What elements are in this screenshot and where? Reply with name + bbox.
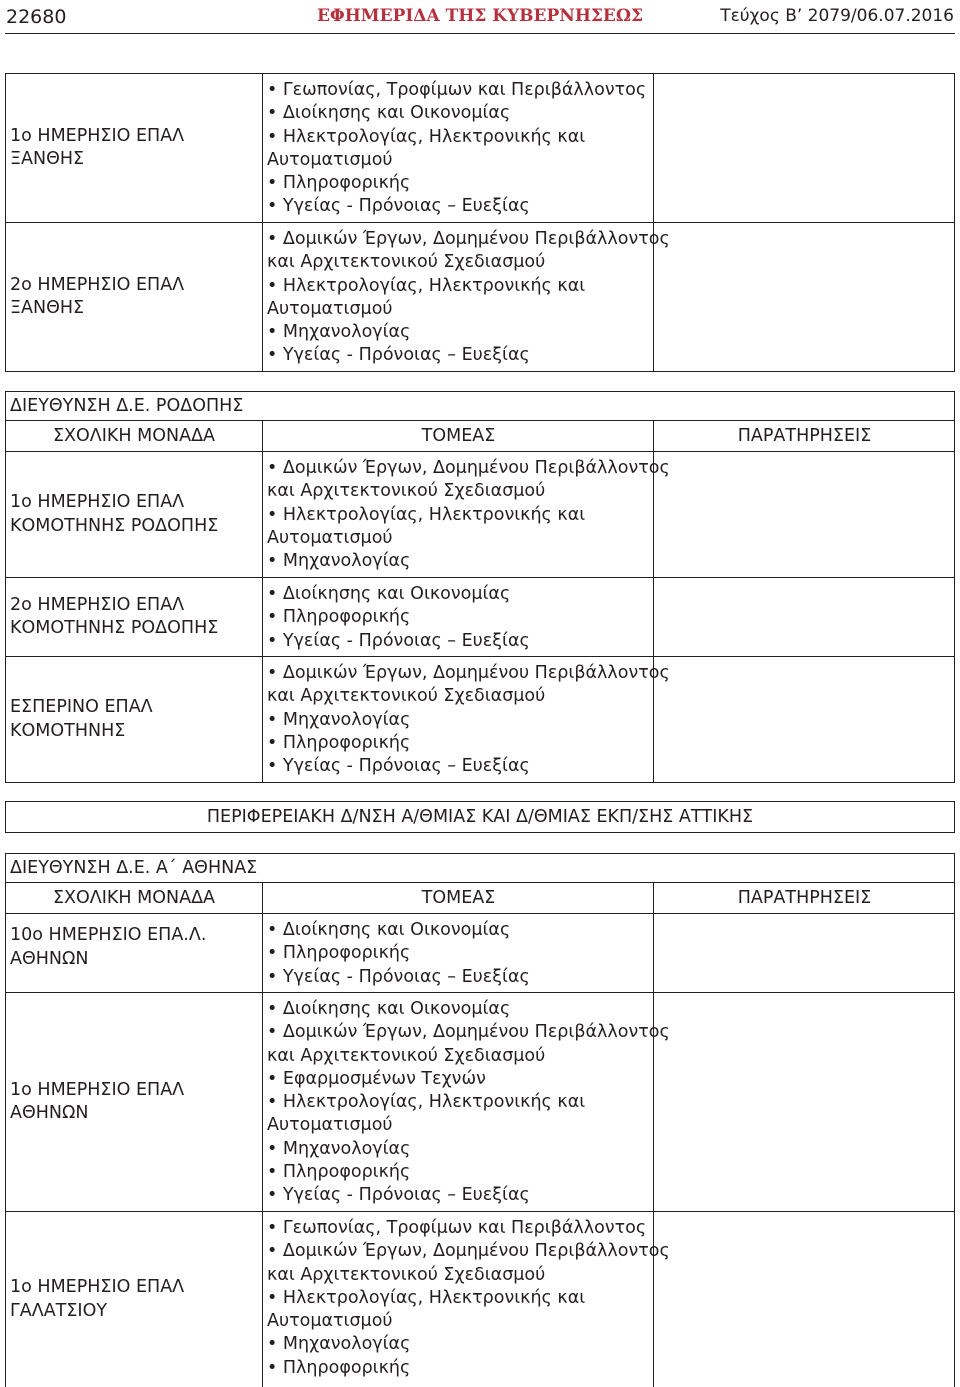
sector-item: • Ηλεκτρολογίας, Ηλεκτρονικής και <box>267 1287 653 1310</box>
header-remarks: ΠΑΡΑΤΗΡΗΣΕΙΣ <box>737 888 872 908</box>
school-city: ΞΑΝΘΗΣ <box>10 149 85 169</box>
sector-item: • Δομικών Έργων, Δομημένου Περιβάλλοντος <box>267 1240 653 1263</box>
sector-item: • Δομικών Έργων, Δομημένου Περιβάλλοντος <box>267 457 653 480</box>
sector-item-continued: Αυτοματισμού <box>267 149 393 170</box>
sector-item-continued: και Αρχιτεκτονικού Σχεδιασμού <box>267 1045 546 1066</box>
sector-item-continued: Αυτοματισμού <box>267 298 393 319</box>
school-name: 1ο ΗΜΕΡΗΣΙΟ ΕΠΑΛ <box>10 1277 185 1297</box>
school-name: 1ο ΗΜΕΡΗΣΙΟ ΕΠΑΛ <box>10 125 185 146</box>
remarks-cell <box>655 452 954 577</box>
school-cell <box>6 914 263 992</box>
directorate-title: ΔΙΕΥΘΥΝΣΗ Δ.Ε. ΡΟΔΟΠΗΣ <box>5 391 955 421</box>
school-name: 10ο ΗΜΕΡΗΣΙΟ ΕΠΑ.Λ. <box>10 925 207 945</box>
table-row <box>5 1212 955 1387</box>
sector-item-continued: Αυτοματισμού <box>267 527 393 548</box>
remarks-cell <box>655 914 954 992</box>
sector-item-continued: και Αρχιτεκτονικού Σχεδιασμού <box>267 481 546 502</box>
header-sectors: ΤΟΜΕΑΣ <box>264 883 654 913</box>
table-header-row <box>5 883 955 914</box>
sector-item: • Ηλεκτρολογίας, Ηλεκτρονικής και <box>267 1091 653 1114</box>
school-name: 2ο ΗΜΕΡΗΣΙΟ ΕΠΑΛ <box>10 274 185 295</box>
directorate-title: ΔΙΕΥΘΥΝΣΗ Δ.Ε. Α΄ ΑΘΗΝΑΣ <box>5 853 955 883</box>
sector-item-continued: και Αρχιτεκτονικού Σχεδιασμού <box>267 686 546 707</box>
school-cell <box>6 578 263 656</box>
sector-item: • Υγείας - Πρόνοιας – Ευεξίας <box>267 966 653 989</box>
remarks-cell <box>655 657 954 782</box>
sector-item: • Υγείας - Πρόνοιας – Ευεξίας <box>267 1184 653 1207</box>
school-city: ΑΘΗΝΩΝ <box>10 948 89 969</box>
sectors-cell <box>264 993 670 1211</box>
table-row <box>5 452 955 578</box>
athens-a-table <box>5 883 955 1387</box>
sector-item-continued: Αυτοματισμού <box>267 1115 393 1136</box>
school-city: ΚΟΜΟΤΗΝΗΣ ΡΟΔΟΠΗΣ <box>10 618 219 638</box>
rodopi-table <box>5 421 955 783</box>
remarks-cell <box>655 74 954 222</box>
school-city: ΞΑΝΘΗΣ <box>10 298 85 318</box>
table-header-row <box>5 421 955 452</box>
sectors-cell <box>264 578 654 656</box>
sector-item: • Δομικών Έργων, Δομημένου Περιβάλλοντος <box>267 662 653 685</box>
school-cell <box>6 657 263 782</box>
sector-item: • Δομικών Έργων, Δομημένου Περιβάλλοντος <box>267 1021 653 1044</box>
sector-item-continued: και Αρχιτεκτονικού Σχεδιασμού <box>267 252 546 273</box>
school-cell <box>6 993 263 1211</box>
sector-item: • Γεωπονίας, Τροφίμων και Περιβάλλοντος <box>267 1217 653 1240</box>
sector-item: • Πληροφορικής <box>267 172 653 195</box>
sector-item: • Ηλεκτρολογίας, Ηλεκτρονικής και <box>267 504 653 527</box>
table-row <box>5 223 955 372</box>
sectors-cell <box>264 657 670 782</box>
sectors-cell <box>264 74 654 222</box>
sector-item: • Διοίκησης και Οικονομίας <box>267 102 653 125</box>
sector-item: • Γεωπονίας, Τροφίμων και Περιβάλλοντος <box>267 79 653 102</box>
school-cell <box>6 452 263 577</box>
school-cell <box>6 74 263 222</box>
sector-item: • Πληροφορικής <box>267 1161 653 1184</box>
sector-item: • Μηχανολογίας <box>267 1138 653 1161</box>
sector-item: • Υγείας - Πρόνοιας – Ευεξίας <box>267 630 653 653</box>
sector-item: • Ηλεκτρολογίας, Ηλεκτρονικής και <box>267 126 653 149</box>
school-city: ΚΟΜΟΤΗΝΗΣ ΡΟΔΟΠΗΣ <box>10 515 219 536</box>
sectors-cell <box>264 914 654 992</box>
sector-item: • Μηχανολογίας <box>267 709 653 732</box>
header-divider <box>5 33 955 34</box>
sector-item: • Πληροφορικής <box>267 606 653 629</box>
sector-item-continued: Αυτοματισμού <box>267 1311 393 1332</box>
page-number: 22680 <box>6 6 67 28</box>
sector-item: • Υγείας - Πρόνοιας – Ευεξίας <box>267 755 653 778</box>
table-row <box>5 73 955 223</box>
school-name: ΕΣΠΕΡΙΝΟ ΕΠΑΛ <box>10 697 153 717</box>
sectors-cell <box>264 223 670 371</box>
sector-item: • Ηλεκτρολογίας, Ηλεκτρονικής και <box>267 275 653 298</box>
table-row <box>5 993 955 1212</box>
sector-item: • Διοίκησης και Οικονομίας <box>267 583 653 606</box>
sector-item: • Υγείας - Πρόνοιας – Ευεξίας <box>267 195 653 218</box>
sector-item: • Μηχανολογίας <box>267 550 653 573</box>
table-row <box>5 914 955 993</box>
page-header <box>0 0 960 34</box>
sector-item: • Διοίκησης και Οικονομίας <box>267 998 653 1021</box>
header-remarks: ΠΑΡΑΤΗΡΗΣΕΙΣ <box>737 426 872 446</box>
sector-item: • Εφαρμοσμένων Τεχνών <box>267 1068 653 1091</box>
table-row <box>5 578 955 657</box>
school-cell <box>6 1212 263 1387</box>
sector-item: • Πληροφορικής <box>267 942 653 965</box>
sectors-cell <box>264 452 670 577</box>
table-row <box>5 657 955 783</box>
school-name: 1ο ΗΜΕΡΗΣΙΟ ΕΠΑΛ <box>10 1079 185 1100</box>
sector-item: • Μηχανολογίας <box>267 321 653 344</box>
school-name: 2ο ΗΜΕΡΗΣΙΟ ΕΠΑΛ <box>10 594 185 615</box>
sector-item-continued: και Αρχιτεκτονικού Σχεδιασμού <box>267 1264 546 1285</box>
remarks-cell <box>655 1212 954 1387</box>
sector-item: • Μηχανολογίας <box>267 1333 653 1356</box>
school-name: 1ο ΗΜΕΡΗΣΙΟ ΕΠΑΛ <box>10 492 185 512</box>
school-city: ΚΟΜΟΤΗΝΗΣ <box>10 720 126 741</box>
issue-number: Τεύχος B’ 2079/06.07.2016 <box>720 6 954 26</box>
sector-item: • Πληροφορικής <box>267 1357 653 1380</box>
sector-item: • Υγείας - Πρόνοιας – Ευεξίας <box>267 344 653 367</box>
remarks-cell <box>655 223 954 371</box>
school-city: ΓΑΛΑΤΣΙΟΥ <box>10 1300 108 1321</box>
sector-item: • Δομικών Έργων, Δομημένου Περιβάλλοντος <box>267 228 653 251</box>
remarks-cell <box>655 578 954 656</box>
sector-item: • Διοίκησης και Οικονομίας <box>267 919 653 942</box>
sectors-cell <box>264 1212 670 1387</box>
sector-item: • Πληροφορικής <box>267 732 653 755</box>
region-title: ΠΕΡΙΦΕΡΕΙΑΚΗ Δ/ΝΣΗ Α/ΘΜΙΑΣ ΚΑΙ Δ/ΘΜΙΑΣ ΕΚΠ/ΣΗΣ ΑΤΤΙΚΗΣ <box>5 801 955 833</box>
xanthi-table <box>5 73 955 372</box>
header-school: ΣΧΟΛΙΚΗ ΜΟΝΑΔΑ <box>6 883 263 913</box>
school-city: ΑΘΗΝΩΝ <box>10 1103 89 1123</box>
journal-title: ΕΦΗΜΕΡΙΔΑ ΤΗΣ ΚΥΒΕΡΝΗΣΕΩΣ <box>316 6 644 26</box>
header-school: ΣΧΟΛΙΚΗ ΜΟΝΑΔΑ <box>6 421 263 451</box>
school-cell <box>6 223 263 371</box>
header-sectors: ΤΟΜΕΑΣ <box>264 421 654 451</box>
remarks-cell <box>655 993 954 1211</box>
